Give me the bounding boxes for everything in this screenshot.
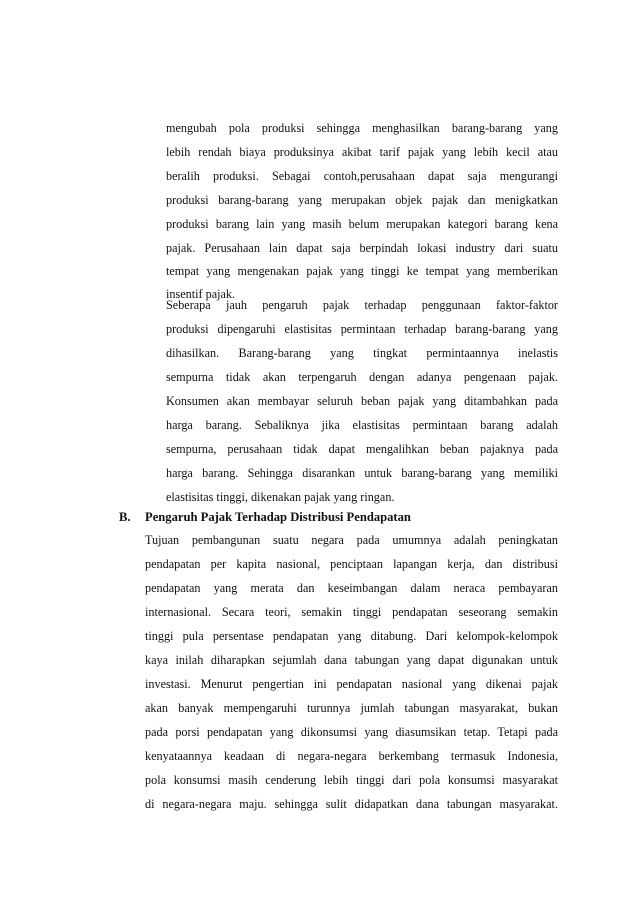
paragraph-line: sempurna, perusahaan tidak dapat mengalihkan beban pajaknya pada: [166, 442, 558, 456]
paragraph-line: di negara-negara maju. sehingga sulit didapatkan dana tabungan masyarakat.: [145, 797, 558, 811]
paragraph-line: elastisitas tinggi, dikenakan pajak yang ringan.: [166, 490, 395, 504]
paragraph-line: sempurna tidak akan terpengaruh dengan adanya pengenaan pajak.: [166, 370, 558, 384]
section-title: Pengaruh Pajak Terhadap Distribusi Pendapatan: [145, 510, 411, 524]
paragraph-line: pada porsi pendapatan yang dikonsumsi yang diasumsikan tetap. Tetapi pada: [145, 725, 558, 739]
paragraph-line: tinggi pula persentase pendapatan yang ditabung. Dari kelompok-kelompok: [145, 629, 558, 643]
paragraph-line: beralih produksi. Sebagai contoh,perusahaan dapat saja mengurangi: [166, 169, 558, 183]
paragraph-line: produksi dipengaruhi elastisitas permintaan terhadap barang-barang yang: [166, 322, 558, 336]
paragraph-line: harga barang. Sehingga disarankan untuk barang-barang yang memiliki: [166, 466, 558, 480]
paragraph-line: akan banyak mempengaruhi turunnya jumlah tabungan masyarakat, bukan: [145, 701, 558, 715]
paragraph-line: pola konsumsi masih cenderung lebih tinggi dari pola konsumsi masyarakat: [145, 773, 558, 787]
paragraph-line: insentif pajak.: [166, 287, 236, 301]
paragraph-line: pendapatan yang merata dan keseimbangan dalam neraca pembayaran: [145, 581, 558, 595]
paragraph-line: pendapatan per kapita nasional, penciptaan lapangan kerja, dan distribusi: [145, 557, 558, 571]
paragraph-line: dihasilkan. Barang-barang yang tingkat permintaannya inelastis: [166, 346, 558, 360]
paragraph-line: tempat yang mengenakan pajak yang tinggi ke tempat yang memberikan: [166, 264, 558, 278]
paragraph-line: harga barang. Sebaliknya jika elastisitas permintaan barang adalah: [166, 418, 558, 432]
paragraph-line: Seberapa jauh pengaruh pajak terhadap penggunaan faktor-faktor: [166, 298, 558, 312]
paragraph-line: lebih rendah biaya produksinya akibat tarif pajak yang lebih kecil atau: [166, 145, 558, 159]
paragraph-line: Tujuan pembangunan suatu negara pada umumnya adalah peningkatan: [145, 533, 558, 547]
paragraph-line: kaya inilah diharapkan sejumlah dana tabungan yang dapat digunakan untuk: [145, 653, 558, 667]
section-marker: B.: [119, 510, 131, 524]
paragraph-line: kenyataannya keadaan di negara-negara berkembang termasuk Indonesia,: [145, 749, 558, 763]
paragraph-line: produksi barang lain yang masih belum merupakan kategori barang kena: [166, 217, 558, 231]
paragraph-line: pajak. Perusahaan lain dapat saja berpindah lokasi industry dari suatu: [166, 241, 558, 255]
paragraph-line: investasi. Menurut pengertian ini pendapatan nasional yang dikenai pajak: [145, 677, 558, 691]
paragraph-line: Konsumen akan membayar seluruh beban pajak yang ditambahkan pada: [166, 394, 558, 408]
paragraph-line: internasional. Secara teori, semakin tinggi pendapatan seseorang semakin: [145, 605, 558, 619]
section-heading: [119, 509, 411, 525]
paragraph-line: mengubah pola produksi sehingga menghasilkan barang-barang yang: [166, 121, 558, 135]
paragraph-line: produksi barang-barang yang merupakan objek pajak dan menigkatkan: [166, 193, 558, 207]
